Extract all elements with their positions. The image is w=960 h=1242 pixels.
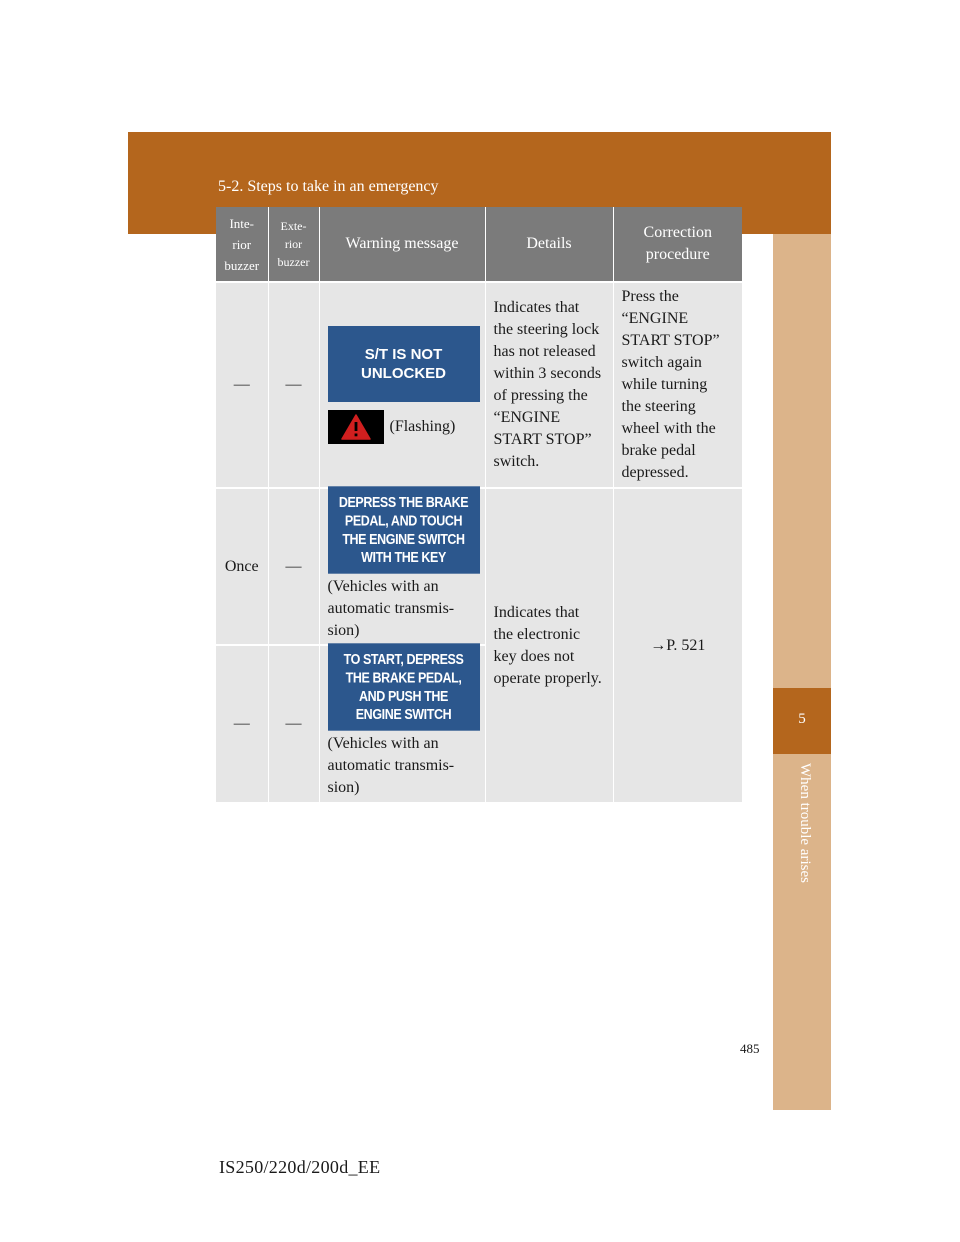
display-steering-lock: S/T IS NOT UNLOCKED: [328, 326, 480, 402]
interior-buzzer-cell: Once: [216, 488, 268, 645]
interior-buzzer-cell: —: [216, 282, 268, 488]
header-correction-procedure: Correction procedure: [613, 207, 742, 282]
details-cell: Indicates that the steering lock has not released within 3 seconds of pressing the “ENGINE START STOP” switch.: [485, 282, 613, 488]
display-to-start-depress-brake: TO START, DEPRESS THE BRAKE PEDAL, AND PUSH THE ENGINE SWITCH: [328, 643, 480, 730]
exterior-buzzer-cell: —: [268, 282, 319, 488]
warning-message-cell: [319, 488, 485, 645]
display-depress-brake-touch-key: DEPRESS THE BRAKE PEDAL, AND TOUCH THE ENGINE SWITCH WITH THE KEY: [328, 486, 480, 573]
warning-message-table: [216, 207, 742, 802]
header-details: Details: [485, 207, 613, 282]
correction-cell: Press the “ENGINE START STOP” switch again while turning the steering wheel with the brake pedal depressed.: [613, 282, 742, 488]
page-number: 485: [740, 1041, 760, 1056]
exterior-buzzer-cell: —: [268, 488, 319, 645]
interior-buzzer-cell: —: [216, 645, 268, 802]
warning-message-cell: [319, 645, 485, 802]
header-interior-buzzer: Inte- rior buzzer: [216, 207, 268, 282]
chapter-title: When trouble arises: [797, 763, 813, 883]
vehicle-note: (Vehicles with an automatic transmis- sion): [327, 577, 455, 639]
warning-message-cell: [319, 282, 485, 488]
warning-triangle-icon: [328, 410, 384, 444]
vehicle-note: (Vehicles with an automatic transmis- sion): [327, 735, 455, 796]
table-header-row: [216, 207, 742, 282]
exterior-buzzer-cell: —: [268, 645, 319, 802]
chapter-side-tab: [773, 234, 831, 1110]
section-title: 5-2. Steps to take in an emergency: [218, 178, 439, 195]
header-warning-message: Warning message: [319, 207, 485, 282]
flashing-label: (Flashing): [389, 418, 456, 435]
model-code: IS250/220d/200d_EE: [219, 1157, 381, 1177]
table-row: [216, 488, 742, 645]
details-cell-shared: Indicates that the electronic key does not operate properly.: [485, 488, 613, 802]
chapter-number: 5: [798, 711, 806, 727]
page-reference-link[interactable]: →P. 521: [650, 636, 706, 654]
correction-cell-shared: [613, 488, 742, 802]
table-row: [216, 282, 742, 488]
header-exterior-buzzer: Exte- rior buzzer: [268, 207, 319, 282]
